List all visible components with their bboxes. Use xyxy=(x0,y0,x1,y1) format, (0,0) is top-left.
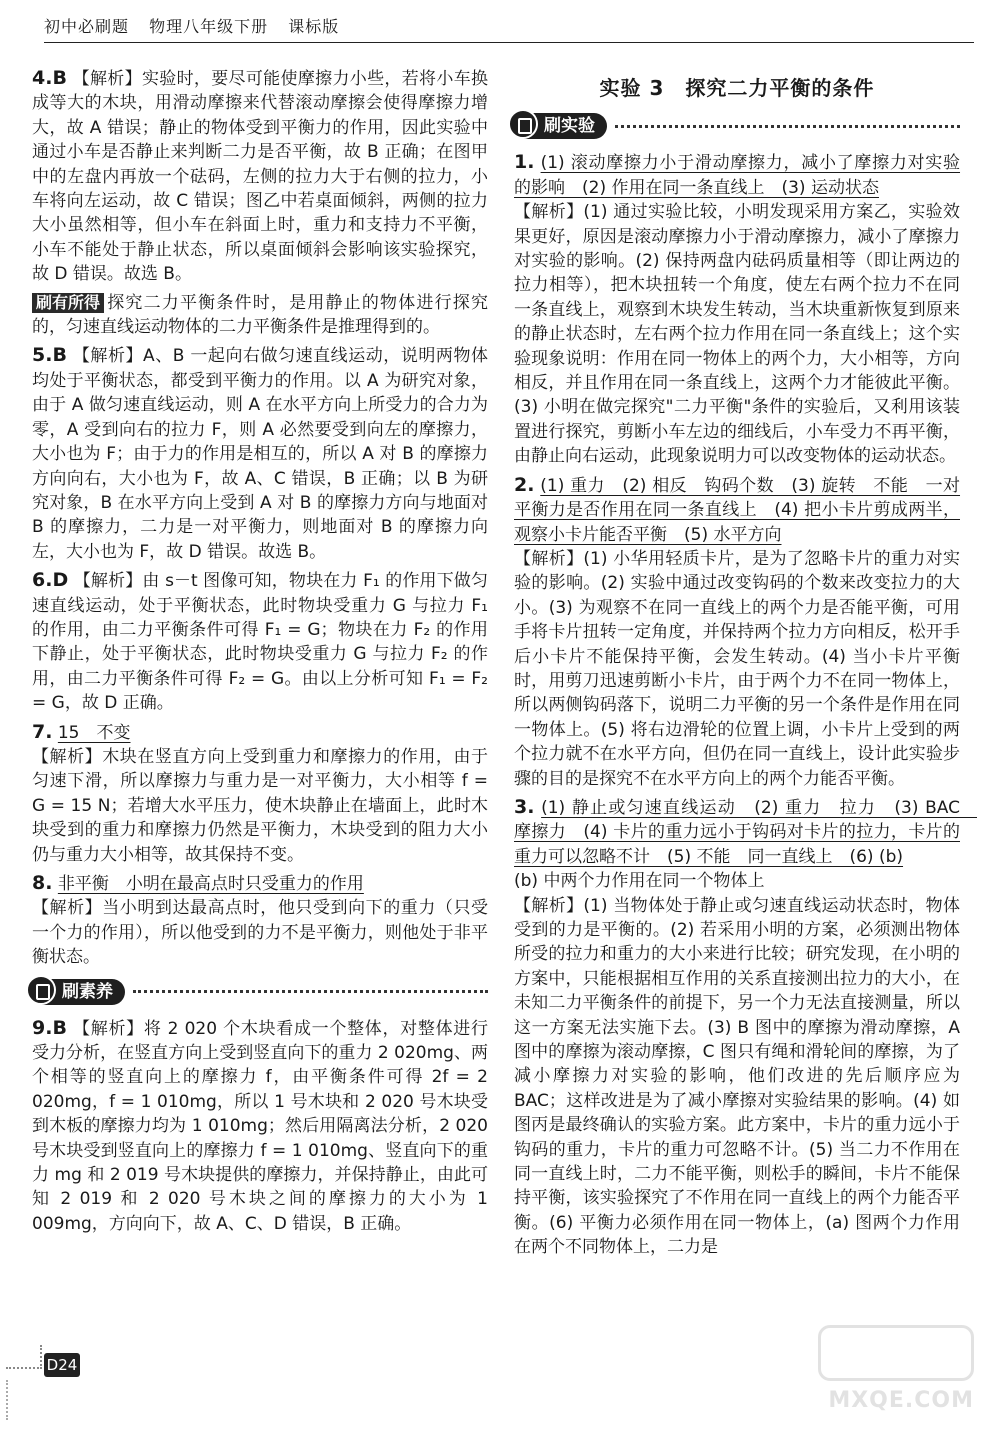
answer-item-2 xyxy=(514,473,960,791)
right-column xyxy=(514,66,977,1264)
section-label: 刷素养 xyxy=(62,981,113,1002)
answer-item-7 xyxy=(32,720,488,867)
analysis-label: 【解析】 xyxy=(72,69,142,89)
analysis-text: 木块在竖直方向上受到重力和摩擦力的作用，由于匀速下滑，所以摩擦力与重力是一对平衡力，大小相等 f = G = 15 N；若增大水平压力，使木块静止在墙面上，此时木块受到的重力和摩擦力仍然是平衡力，木块受到的阻力大小仍与重力大小相等，故其保持不变。 xyxy=(32,746,489,865)
analysis-text: 将 2 020 个木块看成一个整体，对整体进行受力分析，在竖直方向上受到竖直向下的重力 2 020mg、两个相等的竖直向上的摩擦力 f，由平衡条件可得 2f = 2 020mg，f = 1 010mg，所以 1 号木块和 2 020 号木块受到木板的摩擦力均为 1 010mg；然后用隔离法分析，2 020 号木块受到竖直向上的摩擦力 f = 1 010mg、竖直向下的重力 mg 和 2 019 号木块提供的摩擦力，并保持静止，由此可知 2 019 和 2 020 号木块之间的摩擦力的大小为 1 009mg，方向向下，故 A、C、D 错误，B 正确。 xyxy=(32,1018,489,1234)
series-title: 初中必刷题 xyxy=(44,17,130,36)
analysis-label: 【解析】 xyxy=(514,895,584,916)
dotted-rule xyxy=(615,125,960,128)
margin-dots xyxy=(6,1345,42,1369)
dotted-rule xyxy=(133,990,488,993)
section-pill xyxy=(514,113,607,139)
answer-item-1 xyxy=(514,150,960,468)
experiment-title: 实验 3 探究二力平衡的条件 xyxy=(599,76,875,100)
analysis-text: (1) 通过实验比较，小明发现采用方案乙，实验效果更好，原因是滚动摩擦力小于滑动摩擦力，减小了摩擦力对实验的影响。(2) 保持两盘内砝码质量相等（即让两边的拉力相等），把木块扭转一个角度，使左右两个拉力不在同一条直线上，观察到木块发生转动，当木块重新恢复到原来的静止状态时，左右两个拉力作用在同一条直线上；这个实验现象说明：作用在同一物体上的两个力，大小相等，方向相反，并且作用在同一条直线上，这两个力才能彼此平衡。(3) 小明在做完探究"二力平衡"条件的实验后，又利用该装置进行探究，剪断小车左边的细线后，小车受力不再平衡，由静止向右运动，此现象说明力可以改变物体的运动状态。 xyxy=(514,202,961,467)
section-banner-literacy xyxy=(32,978,488,1006)
answer-item-8 xyxy=(32,871,488,970)
margin-line xyxy=(6,1380,10,1420)
answer-item-6 xyxy=(32,568,488,715)
analysis-text: 由 s－t 图像可知，物块在力 F₁ 的作用下做匀速直线运动，处于平衡状态，此时物块受重力 G 与拉力 F₁ 的作用，由二力平衡条件可得 F₁ = G；物块在力 F₂ 的作用下静止，处于平衡状态，此时物块受重力 G 与拉力 F₂ 的作用，由二力平衡条件可得 F₂ = G。由以上分析可知 F₁ = F₂ = G，故 D 正确。 xyxy=(32,571,489,714)
watermark-badge xyxy=(818,1325,974,1381)
watermark-text: MXQE.COM xyxy=(828,1388,974,1413)
item-number: 2. xyxy=(514,473,535,496)
analysis-label: 【解析】 xyxy=(514,548,584,569)
analysis-text: (1) 当物体处于静止或匀速直线运动状态时，物体受到的力是平衡的。(2) 若采用小明的方案，必须测出物体所受的拉力和重力的大小来进行比较；研究发现，在小明的方案中，只能根据相互作用的关系直接测出拉力的大小，在未知二力平衡条件的前提下，另一个力无法直接测量，所以这一方案无法实施下去。(3) B 图中的摩擦为滑动摩擦，A 图中的摩擦为滚动摩擦，C 图只有绳和滑轮间的摩擦，为了减小摩擦力对实验的影响，他们改进的先后顺序应为 BAC；这样改进是为了减小摩擦对实验结果的影响。(4) 如图丙是最终确认的实验方案。此方案中，卡片的重力远小于钩码的重力，卡片的重力可忽略不计。(5) 当二力不作用在同一直线上时，二力不能平衡，则松手的瞬间，卡片不能保持平衡，该实验探究了不作用在同一直线上的两个力能否平衡。(6) 平衡力必须作用在同一物体上，(a) 图两个力作用在两个不同物体上，二力是 xyxy=(514,895,961,1258)
item-number: 9.B xyxy=(32,1016,67,1039)
analysis-label: 【解析】 xyxy=(73,1018,144,1039)
analysis-label: 【解析】 xyxy=(73,571,143,592)
subject-title: 物理八年级下册 xyxy=(149,17,269,36)
analysis-text: 实验时，要尽可能使摩擦力小些，若将小车换成等大的木块，用滑动摩擦来代替滚动摩擦会使得摩擦力增大，故 A 错误；静止的物体受到平衡力的作用，因此实验中通过小车是否静止来判断二力是否平衡，故 B 正确；在图甲中的左盘内再放一个砝码，左侧的拉力大于右侧的拉力，小车将向左运动，故 C 错误；图乙中若桌面倾斜，两侧的拉力大小虽然相等，但小车在斜面上时，重力和支持力不平衡，小车不能处于静止状态，所以桌面倾斜会影响该实验探究，故 D 错误。故选 B。 xyxy=(32,69,489,285)
section-label: 刷实验 xyxy=(544,116,595,137)
book-icon xyxy=(508,109,538,139)
page-header xyxy=(44,14,974,43)
answer-item-3 xyxy=(514,795,977,1260)
watermark-logo xyxy=(804,1325,974,1413)
item-answer: 15 不变 xyxy=(57,722,131,743)
analysis-text: 当小明到达最高点时，他只受到向下的重力（只受一个力的作用），所以他受到的力不是平衡力，则他处于非平衡状态。 xyxy=(32,898,489,968)
item-answer: 非平衡 小明在最高点时只受重力的作用 xyxy=(57,874,364,894)
item-answer: (1) 滚动摩擦力小于滑动摩擦力，减小了摩擦力对实验的影响 (2) 作用在同一条直线上 (3) 运动状态 xyxy=(514,153,961,198)
answer-item-4 xyxy=(32,66,488,287)
item-number: 4.B xyxy=(32,67,67,89)
edition-title: 课标版 xyxy=(288,17,340,36)
section-banner-experiment xyxy=(514,112,960,140)
answer-item-9 xyxy=(32,1016,488,1237)
analysis-label: 【解析】 xyxy=(514,202,584,223)
analysis-text: (1) 小华用轻质卡片，是为了忽略卡片的重力对实验的影响。(2) 实验中通过改变钩码的个数来改变拉力的大小。(3) 为观察不在同一直线上的两个力是否能平衡，可用手将卡片扭转一定角度，并保持两个拉力方向相反，松开手后小卡片不能保持平衡，会发生转动。(4) 当小卡片平衡时，用剪刀迅速剪断小卡片，由于两个力不在同一物体上，所以两侧钩码落下，说明二力平衡的另一个条件是作用在同一物体上。(5) 将右边滑轮的位置上调，小卡片上受到的两个拉力就不在水平方向，但仍在同一直线上，设计此实验步骤的目的是探究不在水平方向上的两个力能否平衡。 xyxy=(514,548,961,789)
item-answer: (1) 静止或匀速直线运动 (2) 重力 拉力 (3) BAC 摩擦力 (4) 卡片的重力远小于钩码对卡片的拉力，卡片的重力可以忽略不计 (5) 不能 同一直线上 (6) (b) xyxy=(514,797,977,867)
answer-item-5 xyxy=(32,343,488,564)
item-number: 1. xyxy=(514,151,535,174)
item-number: 6.D xyxy=(32,569,69,592)
item-number: 8. xyxy=(32,872,53,894)
page-number: D24 xyxy=(44,1353,80,1377)
item-number: 3. xyxy=(514,795,535,818)
analysis-label: 【解析】 xyxy=(72,346,144,367)
insight-tag: 刷有所得 xyxy=(32,293,104,313)
insight-text: 探究二力平衡条件时，是用静止的物体进行探究的，匀速直线运动物体的二力平衡条件是推理得到的。 xyxy=(32,292,488,338)
item-number: 7. xyxy=(32,720,53,743)
item-answer-continued: (b) 中两个力作用在同一个物体上 xyxy=(514,871,765,892)
section-pill xyxy=(32,979,125,1005)
book-icon xyxy=(26,975,56,1005)
item-answer: (1) 重力 (2) 相反 钩码个数 (3) 旋转 不能 一对平衡力是否作用在同一条直线上 (4) 把小卡片剪成两半，观察小卡片能否平衡 (5) 水平方向 xyxy=(514,475,961,545)
analysis-label: 【解析】 xyxy=(32,746,103,767)
insight-box xyxy=(32,291,488,340)
item-number: 5.B xyxy=(32,344,67,367)
analysis-text: A、B 一起向右做匀速直线运动，说明两物体均处于平衡状态，都受到平衡力的作用。以 A 为研究对象，由于 A 做匀速直线运动，则 A 在水平方向上所受力的合力为零，A 受到向右的拉力 F，则 A 必然要受到向左的摩擦力，大小也为 F；由于力的作用是相互的，所以 A 对 B 的摩擦力方向向右，大小也为 F，故 A、C 错误，B 正确；以 B 为研究对象，B 在水平方向上受到 A 对 B 的摩擦力方向与地面对 B 的摩擦力，二力是一对平衡力，则地面对 B 的摩擦力向左，大小也为 F，故 D 错误。故选 B。 xyxy=(32,346,489,562)
left-column xyxy=(32,66,488,1240)
analysis-label: 【解析】 xyxy=(32,898,103,919)
